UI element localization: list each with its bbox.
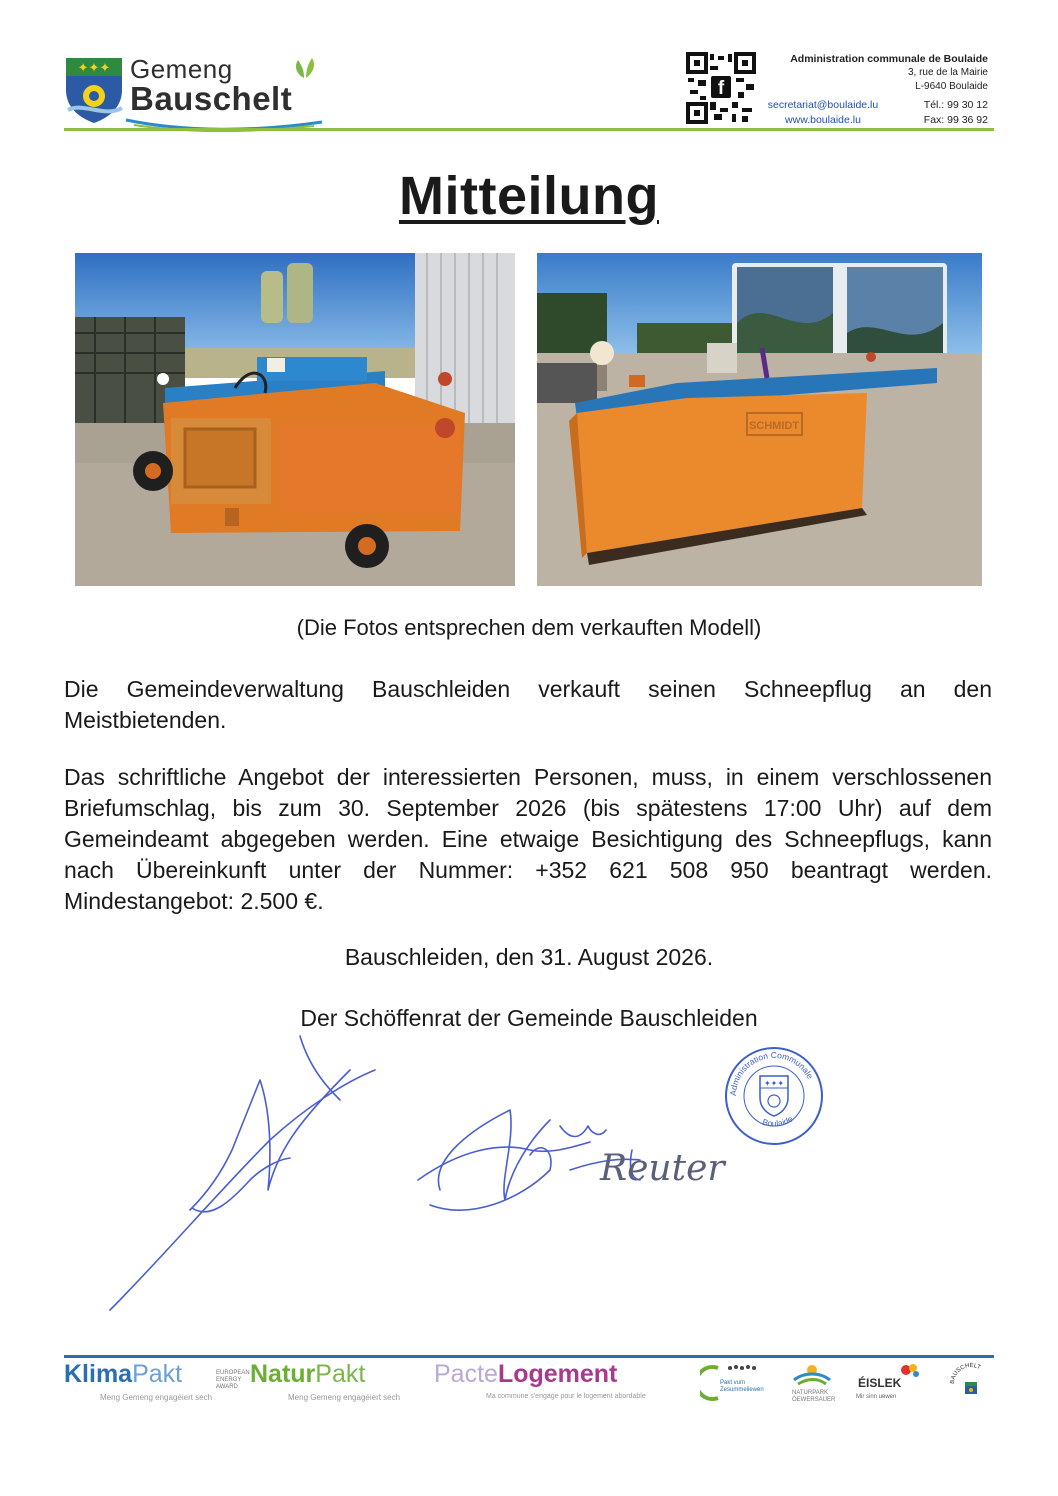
pacte-light: Pacte bbox=[434, 1360, 498, 1388]
klimapakt-bold: Klima bbox=[64, 1360, 133, 1388]
header-divider bbox=[64, 128, 994, 131]
place-and-date: Bauschleiden, den 31. August 2026. bbox=[344, 944, 714, 970]
signatory-council: Der Schöffenrat der Gemeinde Bauschleiden bbox=[300, 1005, 758, 1031]
coat-of-arms-icon bbox=[64, 56, 124, 124]
fax-number: Fax: 99 36 92 bbox=[923, 114, 988, 126]
page-title: Mitteilung bbox=[399, 166, 659, 226]
pacte-bold: Logement bbox=[497, 1360, 618, 1388]
naturpakt-light: Pakt bbox=[315, 1360, 366, 1388]
svg-text:Boulaide bbox=[761, 1113, 795, 1128]
snowplow-photo-blade bbox=[537, 253, 982, 586]
address-city: L-9640 Boulaide bbox=[915, 81, 988, 92]
klimapakt-tagline: Meng Gemeng engagéiert sech bbox=[100, 1393, 213, 1402]
zesummeliewen-line1: Pakt vum bbox=[720, 1380, 746, 1386]
stamp-text-top: Administration Communale bbox=[727, 1049, 816, 1097]
signature-reuter: Reuter bbox=[600, 1148, 725, 1189]
municipality-logo bbox=[64, 52, 324, 130]
footer-divider bbox=[64, 1355, 994, 1358]
naturpark-icon bbox=[792, 1362, 832, 1386]
naturpakt-bold: Natur bbox=[250, 1360, 316, 1388]
official-stamp bbox=[722, 1044, 826, 1148]
snowplow-photo-rear bbox=[75, 253, 515, 586]
klimapakt-award-text: EUROPEAN ENERGY AWARD bbox=[216, 1370, 250, 1390]
bauschelt-badge bbox=[948, 1360, 994, 1406]
naturpakt-tagline: Meng Gemeng engagéiert sech bbox=[288, 1393, 401, 1402]
blade-brand-label: SCHMIDT bbox=[748, 420, 800, 432]
announcement-paragraph-2: Das schriftliche Angebot der interessierten Personen, muss, in einem verschlossenen Briefumschlag, bis zum 30. September 2026 (bis spätestens 17:00 Uhr) auf dem Gemeindeamt abgegeben werden. Eine etwaige Besichtigung des Schneepflugs, kann nach Übereinkunft unter der Nummer: +352 621 508 950 beantragt werden. Mindestangebot: 2.500 €. bbox=[64, 764, 992, 914]
naturpark-line1: NATURPARK bbox=[792, 1390, 829, 1396]
announcement-paragraph-1: Die Gemeindeverwaltung Bauschleiden verkauft seinen Schneepflug an den Meistbietenden. bbox=[64, 676, 992, 733]
eislek-subtext: Mir sinn uewen bbox=[856, 1394, 897, 1400]
naturpark-line2: ÖEWERSAUER bbox=[792, 1397, 836, 1403]
photo-caption: (Die Fotos entsprechen dem verkauften Modell) bbox=[296, 615, 762, 640]
pacte-tagline: Ma commune s'engage pour le logement abordable bbox=[486, 1393, 646, 1400]
qr-code-icon bbox=[686, 52, 756, 124]
zesummeliewen-line2: Zesummeliewen bbox=[720, 1387, 764, 1393]
administration-address bbox=[758, 52, 988, 94]
bauschelt-badge-text: BAUSCHELT bbox=[949, 1362, 982, 1385]
logo-text-gemeng: Gemeng bbox=[130, 54, 233, 84]
logo-text-bauschelt: Bauschelt bbox=[130, 80, 293, 117]
klimapakt-light: Pakt bbox=[132, 1360, 183, 1388]
naturpakt-logo bbox=[250, 1360, 365, 1389]
svg-text:✦✦✦: ✦✦✦ bbox=[763, 1079, 785, 1088]
leaf-icon bbox=[292, 56, 318, 80]
eislek-flower-icon bbox=[898, 1362, 922, 1380]
svg-text:✦✦✦: ✦✦✦ bbox=[77, 61, 111, 76]
pacte-logement-logo bbox=[434, 1360, 617, 1389]
phone-number: Tél.: 99 30 12 bbox=[923, 99, 988, 111]
facebook-icon: f bbox=[717, 78, 725, 99]
administration-name: Administration communale de Boulaide bbox=[790, 53, 988, 65]
klimapakt-logo bbox=[64, 1360, 182, 1389]
svg-text:BAUSCHELT bbox=[950, 1363, 982, 1384]
contact-block bbox=[760, 98, 988, 128]
eislek-logo-text: ÉISLEK bbox=[858, 1376, 902, 1390]
address-street: 3, rue de la Mairie bbox=[907, 67, 988, 78]
handwritten-signatures bbox=[100, 1030, 800, 1320]
stamp-text-bottom: Boulaide bbox=[761, 1113, 795, 1129]
email-link[interactable]: secretariat@boulaide.lu bbox=[767, 99, 879, 111]
website-link[interactable]: www.boulaide.lu bbox=[785, 114, 861, 126]
